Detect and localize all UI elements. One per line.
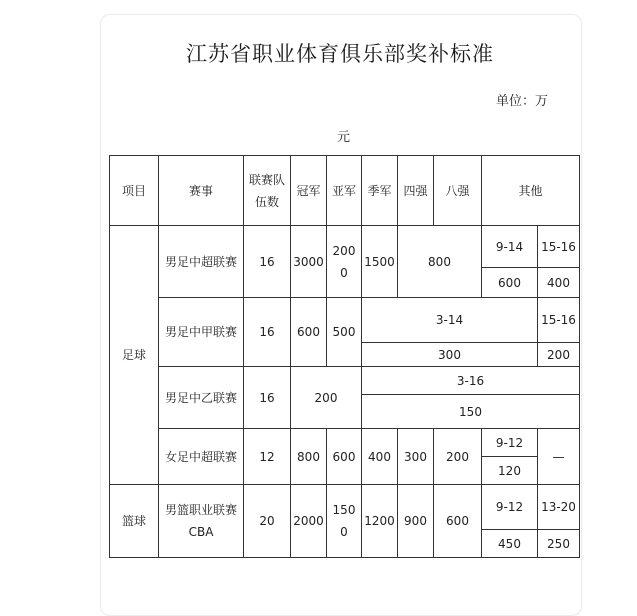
cba-other2-range: 13-20 (538, 485, 580, 530)
subsidy-table (109, 155, 580, 558)
league-one-champion: 600 (291, 298, 327, 367)
wsl-third: 400 (362, 429, 398, 485)
event-csl: 男足中超联赛 (159, 226, 244, 298)
unit-label-continued: 元 (337, 130, 351, 145)
csl-top4-top8: 800 (398, 226, 482, 298)
league-one-other2-amount: 200 (538, 343, 580, 367)
event-league-one: 男足中甲联赛 (159, 298, 244, 367)
wsl-top4: 300 (398, 429, 434, 485)
csl-runner-up: 2000 (327, 226, 362, 298)
cba-teams: 20 (244, 485, 291, 558)
league-one-runner-up: 500 (327, 298, 362, 367)
cba-third: 1200 (362, 485, 398, 558)
csl-teams: 16 (244, 226, 291, 298)
csl-other1-amount: 600 (482, 268, 538, 298)
header-event: 赛事 (159, 156, 244, 226)
wsl-champion: 800 (291, 429, 327, 485)
header-runner-up: 亚军 (327, 156, 362, 226)
league-two-champion: 200 (291, 367, 362, 429)
league-one-other1-range: 3-14 (362, 298, 538, 343)
wsl-runner-up: 600 (327, 429, 362, 485)
cba-runner-up: 1500 (327, 485, 362, 558)
header-project: 项目 (110, 156, 159, 226)
sport-football: 足球 (110, 226, 159, 485)
cba-top8: 600 (434, 485, 482, 558)
document-title: 江苏省职业体育俱乐部奖补标准 (186, 42, 494, 66)
csl-third: 1500 (362, 226, 398, 298)
cba-other1-amount: 450 (482, 530, 538, 558)
wsl-other1-range: 9-12 (482, 429, 538, 457)
wsl-teams: 12 (244, 429, 291, 485)
league-one-teams: 16 (244, 298, 291, 367)
cba-other2-amount: 250 (538, 530, 580, 558)
sport-basketball: 篮球 (110, 485, 159, 558)
event-wsl: 女足中超联赛 (159, 429, 244, 485)
cba-other1-range: 9-12 (482, 485, 538, 530)
league-two-teams: 16 (244, 367, 291, 429)
header-third: 季军 (362, 156, 398, 226)
csl-other2-amount: 400 (538, 268, 580, 298)
cba-top4: 900 (398, 485, 434, 558)
header-top4: 四强 (398, 156, 434, 226)
header-teams: 联赛队伍数 (244, 156, 291, 226)
wsl-other1-amount: 120 (482, 457, 538, 485)
league-one-other1-amount: 300 (362, 343, 538, 367)
unit-label: 单位：万 (496, 94, 549, 109)
header-other: 其他 (482, 156, 580, 226)
csl-other2-range: 15-16 (538, 226, 580, 268)
league-two-other1-range: 3-16 (362, 367, 580, 395)
wsl-top8: 200 (434, 429, 482, 485)
header-top8: 八强 (434, 156, 482, 226)
event-cba: 男篮职业联赛CBA (159, 485, 244, 558)
cba-champion: 2000 (291, 485, 327, 558)
event-league-two: 男足中乙联赛 (159, 367, 244, 429)
csl-other1-range: 9-14 (482, 226, 538, 268)
csl-champion: 3000 (291, 226, 327, 298)
wsl-other2: — (538, 429, 580, 485)
league-two-other1-amount: 150 (362, 395, 580, 429)
header-champion: 冠军 (291, 156, 327, 226)
league-one-other2-range: 15-16 (538, 298, 580, 343)
